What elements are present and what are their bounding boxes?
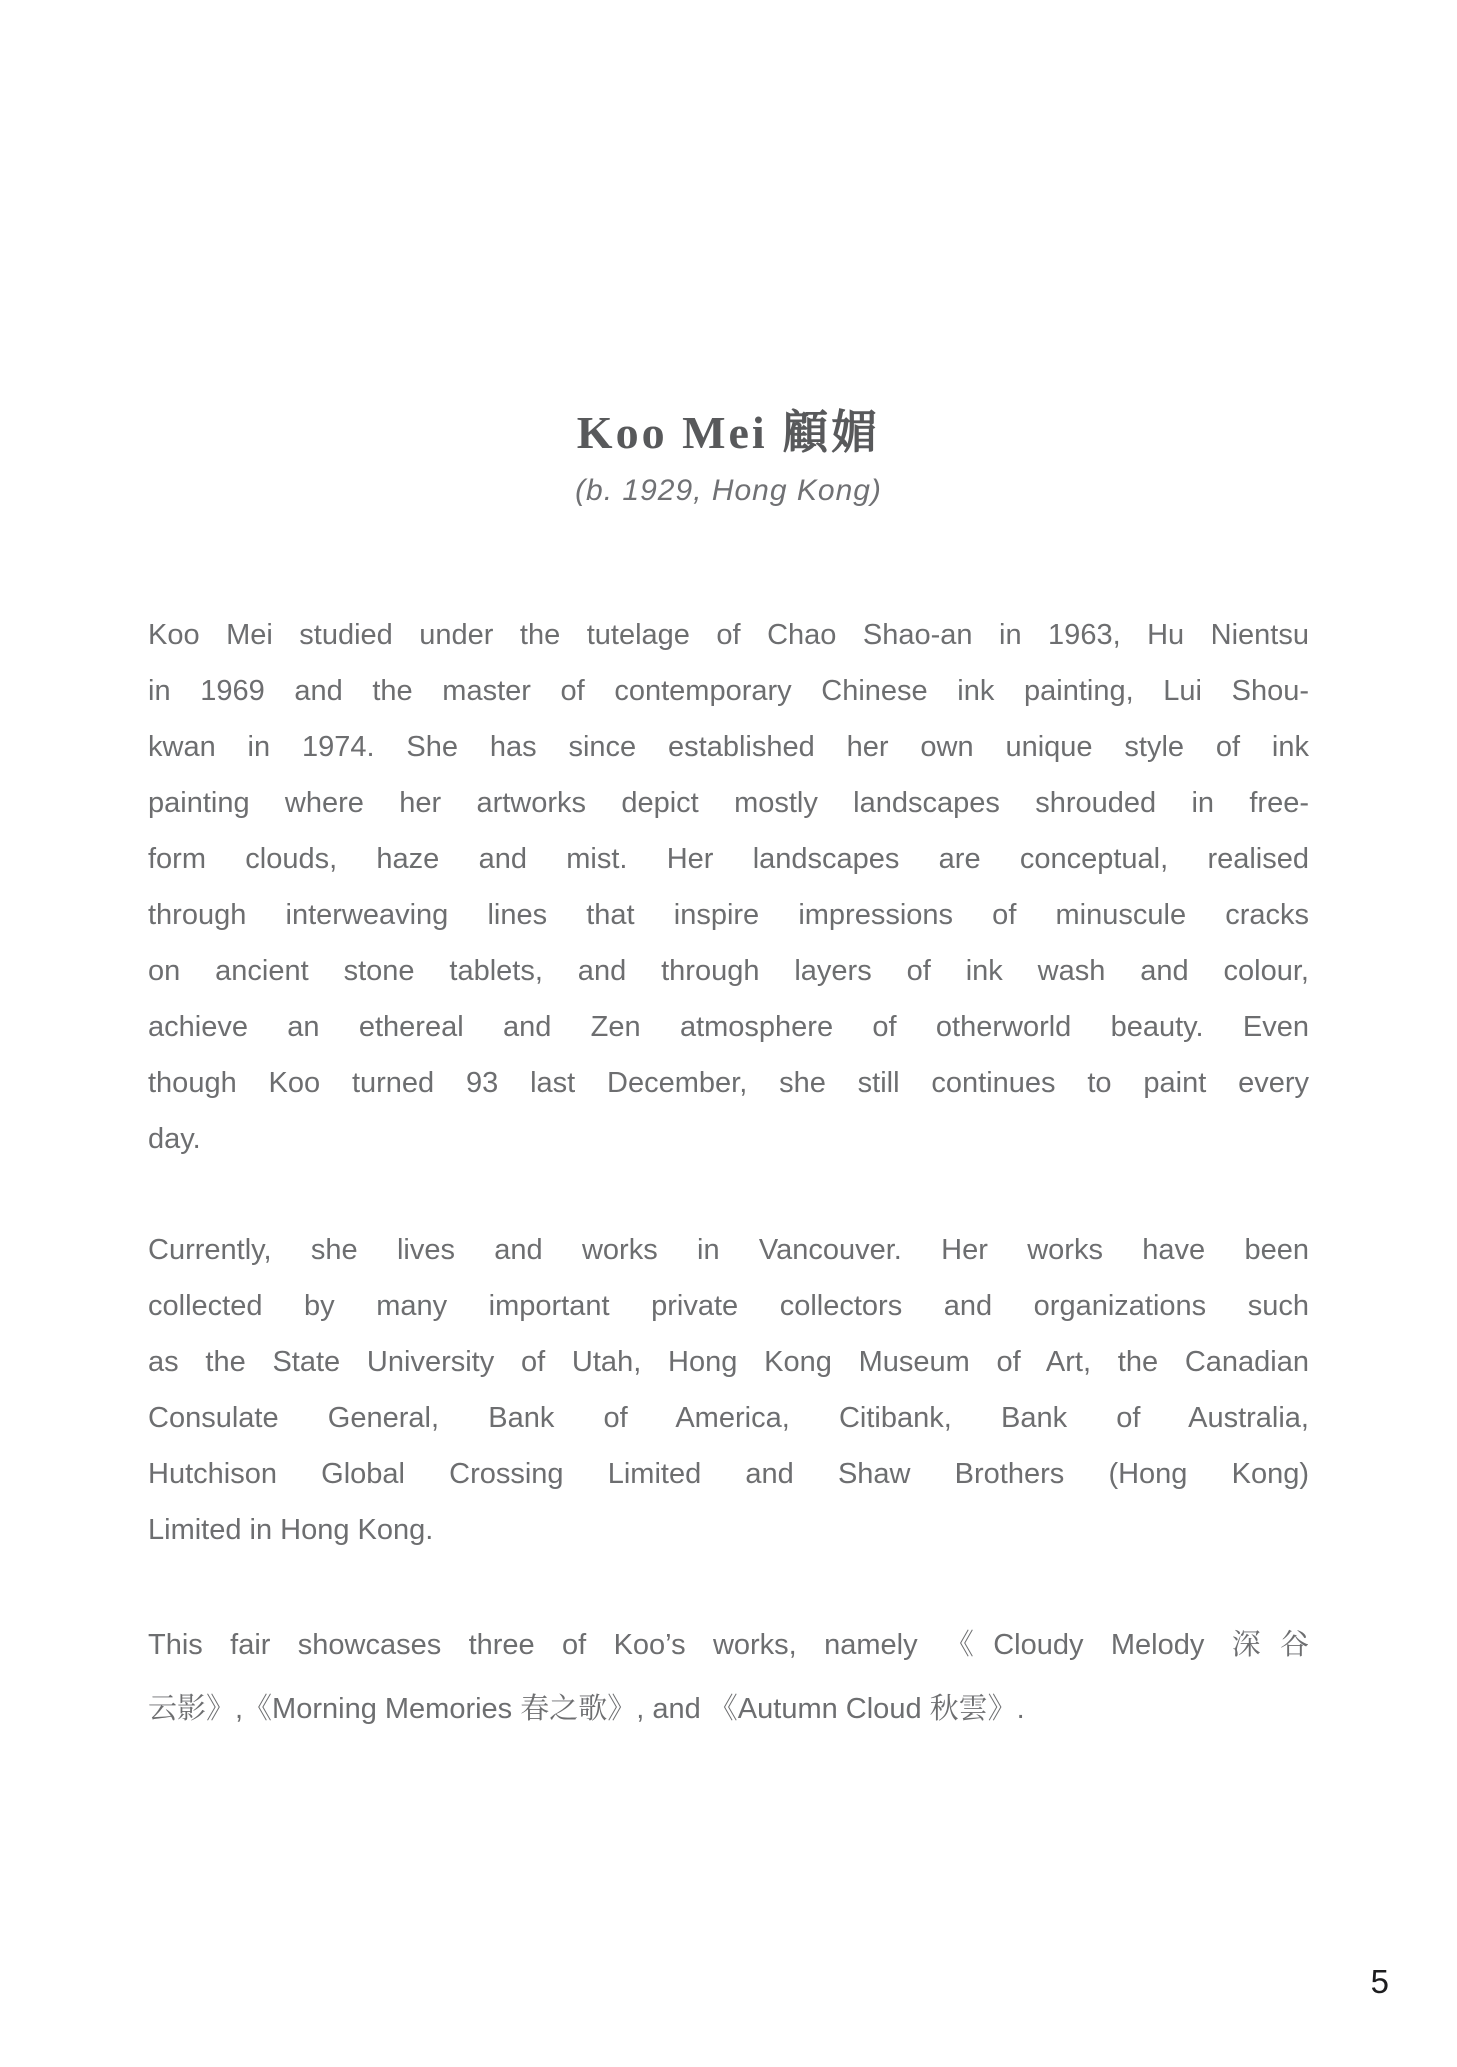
paragraph-2-line-3: as the State University of Utah, Hong Kong Museum of Art, the Canadian — [148, 1346, 1309, 1378]
paragraph-1-line-9: though Koo turned 93 last December, she still continues to paint every — [148, 1067, 1309, 1099]
paragraph-1-line-4: painting where her artworks depict mostly landscapes shrouded in free- — [148, 787, 1309, 819]
page-number: 5 — [1370, 1963, 1389, 2000]
page-subtitle: (b. 1929, Hong Kong) — [575, 474, 882, 507]
paragraph-1-line-1: Koo Mei studied under the tutelage of Chao Shao-an in 1963, Hu Nientsu — [148, 619, 1309, 651]
page-title: Koo Mei 顧媚 — [576, 407, 881, 458]
body-paragraphs — [148, 607, 1309, 1796]
paragraph-1-line-2: in 1969 and the master of contemporary Chinese ink painting, Lui Shou- — [148, 675, 1309, 707]
paragraph-1-line-3: kwan in 1974. She has since established her own unique style of ink — [148, 731, 1309, 763]
paragraph-1-line-8: achieve an ethereal and Zen atmosphere of otherworld beauty. Even — [148, 1011, 1309, 1043]
paragraph-3 — [148, 1613, 1309, 1741]
paragraph-2-line-2: collected by many important private collectors and organizations such — [148, 1290, 1309, 1322]
paragraph-2-line-5: Hutchison Global Crossing Limited and Shaw Brothers (Hong Kong) — [148, 1458, 1309, 1490]
paragraph-2-line-6: Limited in Hong Kong. — [148, 1514, 434, 1546]
paragraph-1-line-6: through interweaving lines that inspire impressions of minuscule cracks — [148, 899, 1309, 931]
paragraph-3-line-1: This fair showcases three of Koo’s works, namely 《Cloudy Melody 深谷 — [148, 1629, 1309, 1661]
paragraph-1 — [148, 607, 1309, 1167]
paragraph-2 — [148, 1222, 1309, 1558]
paragraph-2-line-1: Currently, she lives and works in Vancouver. Her works have been — [148, 1234, 1309, 1266]
paragraph-1-line-10: day. — [148, 1123, 201, 1155]
paragraph-2-line-4: Consulate General, Bank of America, Citibank, Bank of Australia, — [148, 1402, 1309, 1434]
paragraph-1-line-7: on ancient stone tablets, and through layers of ink wash and colour, — [148, 955, 1309, 987]
paragraph-3-line-2: 云影》,《Morning Memories 春之歌》, and 《Autumn Cloud 秋雲》. — [148, 1693, 1025, 1725]
paragraph-1-line-5: form clouds, haze and mist. Her landscapes are conceptual, realised — [148, 843, 1309, 875]
